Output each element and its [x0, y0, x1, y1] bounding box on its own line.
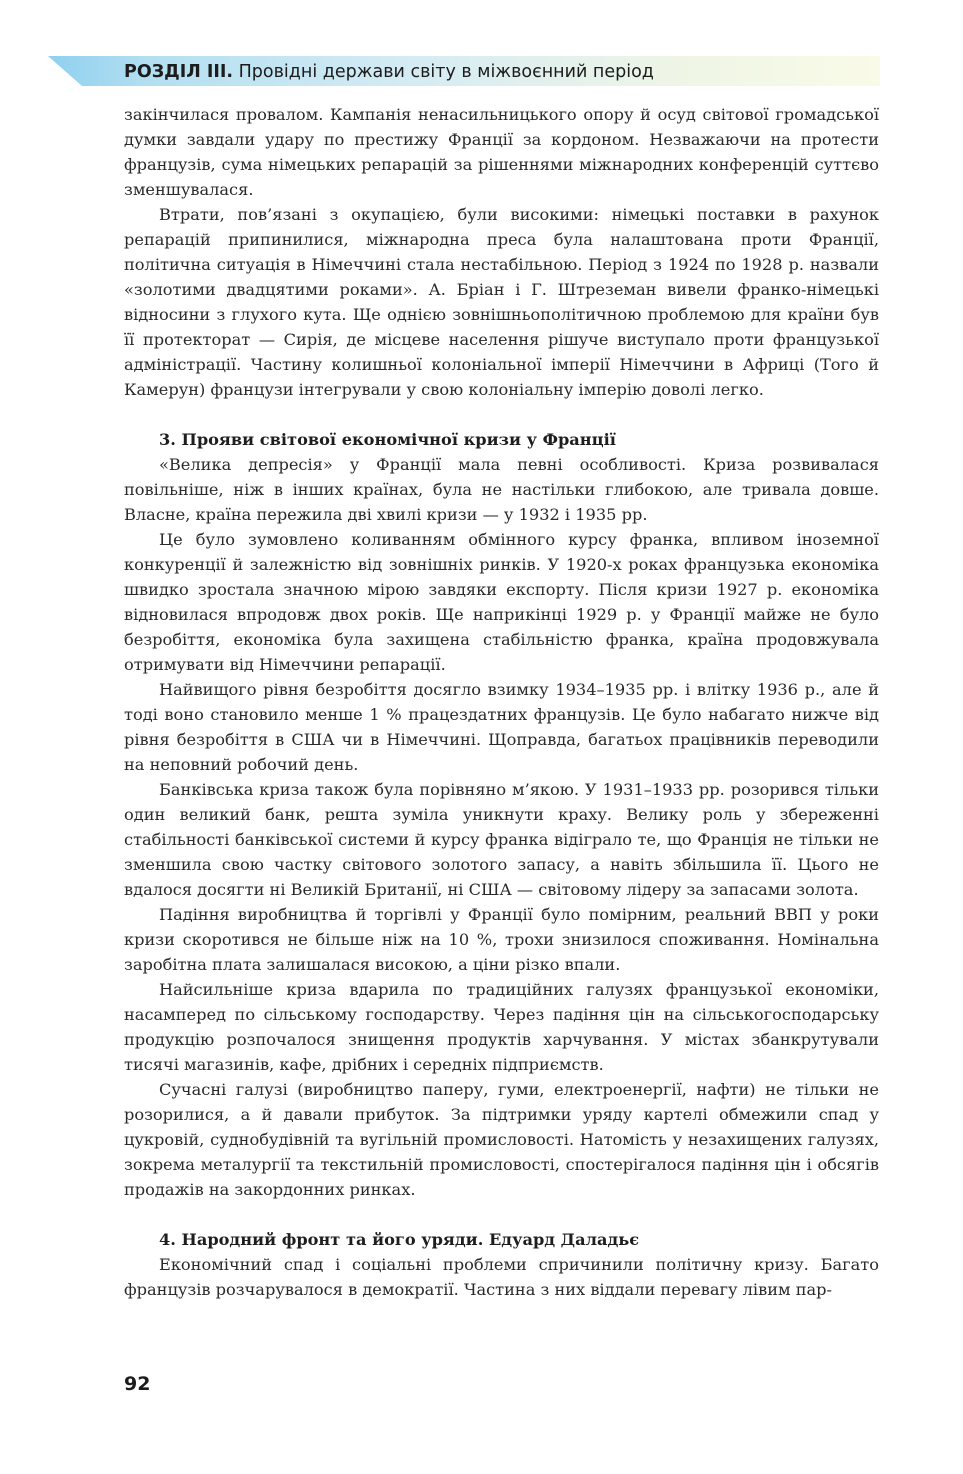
paragraph-10: Економічний спад і соціальні проблеми спричинили політичну кризу. Багато французів розчарувалося в демократії. Частина з них віддали перевагу лівим пар- — [124, 1255, 879, 1299]
section-heading-4: 4. Народний фронт та його уряди. Едуард Даладьє — [159, 1230, 640, 1249]
paragraph-1: закінчилася провалом. Кампанія ненасильницького опору й осуд світової громадської думки завдали удару по престижу Франції за кордоном. Незважаючи на протести французів, сума німецьких репарацій за рішеннями міжнародних конференцій суттєво зменшувалася. — [124, 105, 879, 199]
chapter-title: Провідні держави світу в міжвоєнний період — [238, 62, 654, 82]
section-spacer — [124, 402, 879, 427]
paragraph-2: Втрати, пов’язані з окупацією, були високими: німецькі поставки в рахунок репарацій припинилися, міжнародна преса була налаштована проти Франції, політична ситуація в Німеччині стала нестабільною. Період з 1924 по 1928 р. назвали «золотими двадцятими роками». А. Бріан і Г. Штреземан вивели франко-німецькі відносини з глухого кута. Ще однією зовнішньополітичною проблемою для країни був її протекторат — Сирія, де місцеве населення рішуче виступало проти французької адміністрації. Частину колишньої колоніальної імперії Німеччини в Африці (Того й Камерун) французи інтегрували у свою колоніальну імперію доволі легко. — [124, 205, 879, 399]
paragraph-5: Найвищого рівня безробіття досягло взимку 1934–1935 рр. і влітку 1936 р., але й тоді воно становило менше 1 % працездатних французів. Це було набагато нижче від рівня безробіття в США чи в Німеччині. Щоправда, багатьох працівників переводили на неповний робочий день. — [124, 680, 879, 774]
section-heading-3: 3. Прояви світової економічної кризи у Франції — [159, 430, 616, 449]
paragraph-7: Падіння виробництва й торгівлі у Франції було помірним, реальний ВВП у роки кризи скоротився не більше ніж на 10 %, трохи знизилося споживання. Номінальна заробітна плата залишалася високою, а ціни різко впали. — [124, 905, 879, 974]
page-body — [124, 102, 879, 1302]
paragraph-9: Сучасні галузі (виробництво паперу, гуми, електроенергії, нафти) не тільки не розорилися, а й давали прибуток. За підтримки уряду картелі обмежили спад у цукровій, суднобудівній та вугільній промисловості. Натомість у незахищених галузях, зокрема металургії та текстильній промисловості, спостерігалося падіння цін і обсягів продажів на закордонних ринках. — [124, 1080, 879, 1199]
section-spacer — [124, 1202, 879, 1227]
paragraph-3: «Велика депресія» у Франції мала певні особливості. Криза розвивалася повільніше, ніж в інших країнах, була не настільки глибокою, але тривала довше. Власне, країна пережила дві хвилі кризи — у 1932 і 1935 рр. — [124, 455, 879, 524]
page-number: 92 — [124, 1373, 151, 1395]
paragraph-4: Це було зумовлено коливанням обмінного курсу франка, впливом іноземної конкуренції й залежністю від зовнішніх ринків. У 1920-х роках французька економіка швидко зростала значною мірою завдяки експорту. Після кризи 1927 р. економіка відновилася впродовж двох років. Ще наприкінці 1929 р. у Франції майже не було безробіття, економіка була захищена стабільністю франка, країна продовжувала отримувати від Німеччини репарації. — [124, 530, 879, 674]
paragraph-8: Найсильніше криза вдарила по традиційних галузях французької економіки, насамперед по сільському господарству. Через падіння цін на сільськогосподарську продукцію розпочалося знищення продуктів харчування. У містах збанкрутували тисячі магазинів, кафе, дрібних і середніх підприємств. — [124, 980, 879, 1074]
chapter-header — [124, 60, 654, 84]
chapter-part-label: РОЗДІЛ ІІІ. — [124, 62, 234, 82]
paragraph-6: Банківська криза також була порівняно м’якою. У 1931–1933 рр. розорився тільки один великий банк, решта зуміла уникнути краху. Велику роль у збереженні стабільності банківської системи й курсу франка відіграло те, що Франція не тільки не зменшила свою частку світового золотого запасу, а навіть збільшила її. Цього не вдалося досягти ні Великій Британії, ні США — світовому лідеру за запасами золота. — [124, 780, 879, 899]
